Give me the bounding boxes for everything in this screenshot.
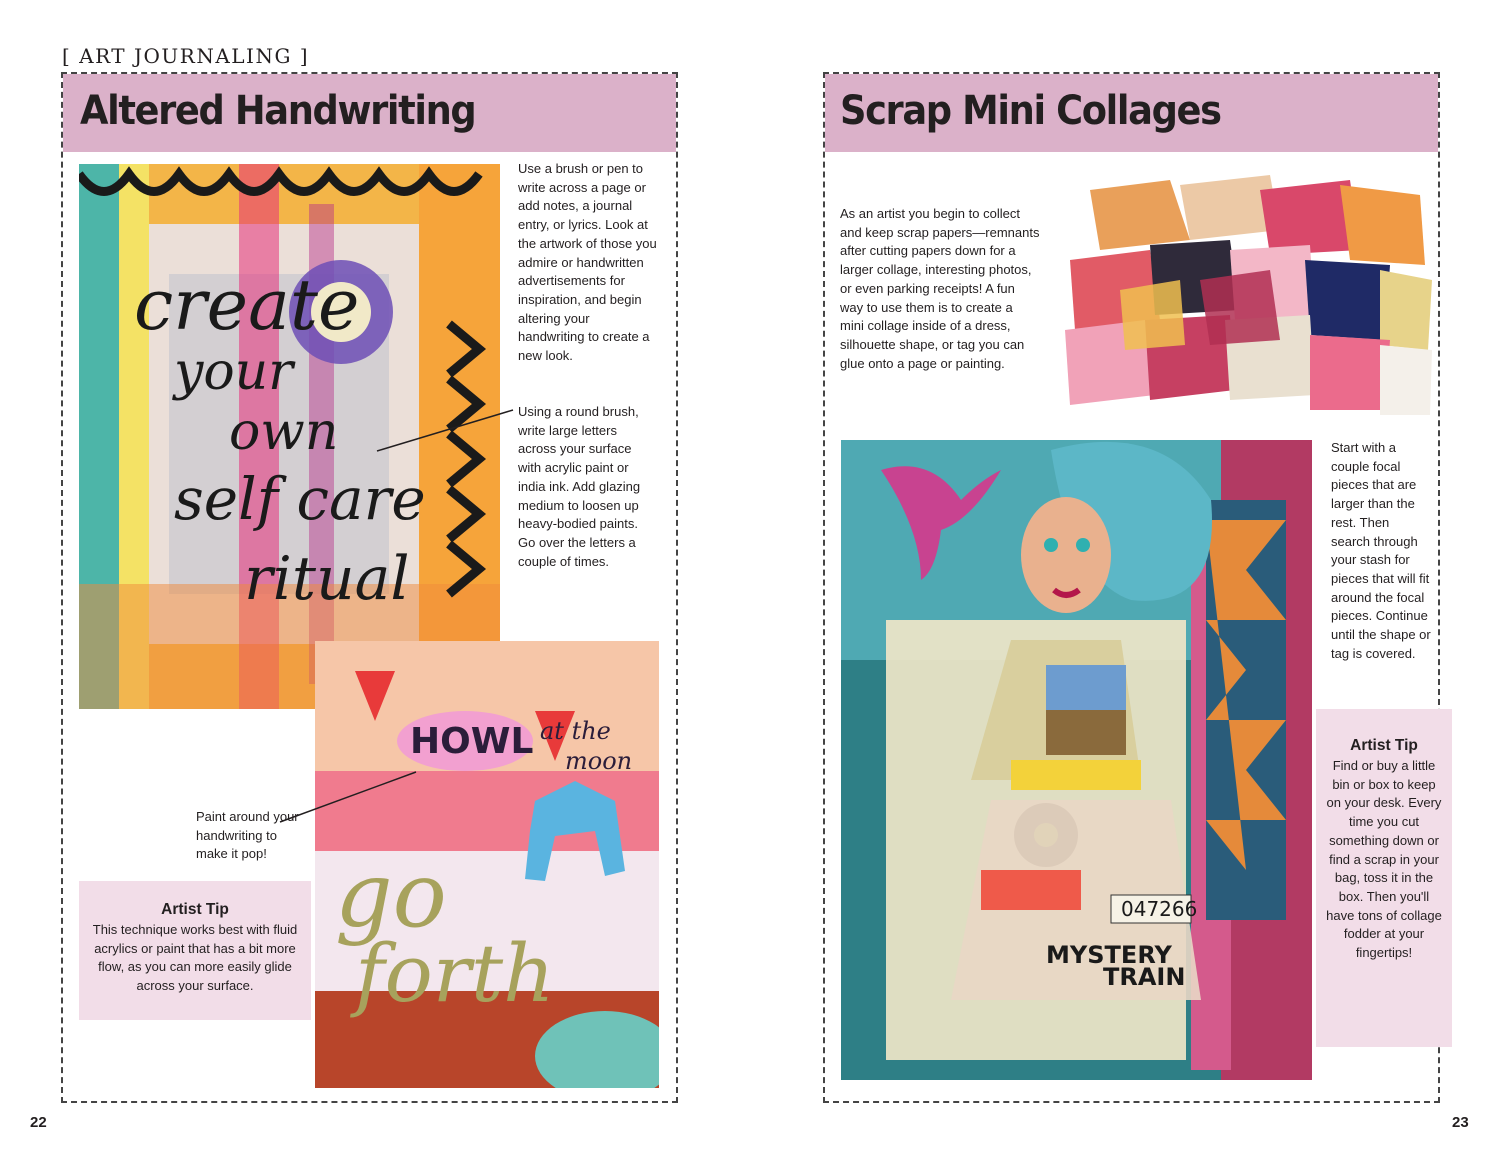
right-title-bar [825, 74, 1438, 152]
left-intro-text: Use a brush or pen to write across a page or add notes, a journal entry, or lyrics. Look at the artwork of those you admire or handwritten advertisements for inspiration, and begin altering your handwriting to create a new look. [518, 161, 657, 364]
callout-round-brush: Using a round brush, write large letters across your surface with acrylic paint or india ink. Add glazing medium to loosen up heavy-bodied paints. Go over the letters a couple of times. [518, 404, 641, 569]
art2-word-moon: moon [565, 747, 633, 775]
page-title: Scrap Mini Collages [840, 88, 1221, 134]
art-word-train: TRAIN [1103, 963, 1186, 991]
art2-word-howl: HOWL [410, 721, 534, 762]
artwork-scrap-pile [1060, 170, 1435, 420]
art1-word-create: create [134, 264, 360, 346]
callout-paint-around: Paint around your handwriting to make it pop! [196, 809, 299, 862]
callout-line-brush [375, 408, 515, 453]
art1-word-self-care: self care [174, 465, 426, 533]
left-title-bar [63, 74, 676, 152]
art-word-mystery: MYSTERY [1046, 941, 1172, 969]
page-number-left: 22 [30, 1114, 47, 1131]
tip-title: Artist Tip [1350, 737, 1418, 754]
art1-word-ritual: ritual [244, 544, 410, 614]
left-artist-tip [79, 881, 311, 1020]
art2-word-at-the: at the [540, 717, 611, 745]
section-label: [ ART JOURNALING ] [62, 44, 310, 68]
tip-body: Find or buy a little bin or box to keep on your desk. Every time you cut something down or find a scrap in your bag, toss it in the box. Then you'll have tons of collage fodder at your fingertips! [1326, 758, 1442, 961]
art-ticket-number: 047266 [1121, 897, 1198, 921]
artwork-howl-at-the-moon [315, 641, 659, 1088]
right-steps-text: Start with a couple focal pieces that are larger than the rest. Then search through your stash for pieces that will fit around the focal pieces. Continue until the shape or tag is covered. [1331, 440, 1431, 661]
page-number-right: 23 [1452, 1114, 1469, 1131]
art2-word-forth: forth [355, 927, 555, 1020]
tip-title: Artist Tip [161, 901, 229, 918]
right-artist-tip [1316, 709, 1452, 1047]
right-intro-text: As an artist you begin to collect and keep scrap papers—remnants after cutting papers down for a larger collage, interesting photos, or even parking receipts! A fun way to use them is to create a mini collage inside of a dress, silhouette shape, or tag you can glue onto a page or painting. [840, 206, 1040, 371]
art1-word-your: your [174, 342, 294, 402]
art1-word-own: own [229, 402, 339, 462]
page-title: Altered Handwriting [80, 88, 476, 134]
art2-word-go: go [335, 843, 447, 948]
tip-body: This technique works best with fluid acrylics or paint that has a bit more flow, as you can more easily glide across your surface. [92, 922, 298, 994]
artwork-dress-collage [841, 440, 1312, 1080]
